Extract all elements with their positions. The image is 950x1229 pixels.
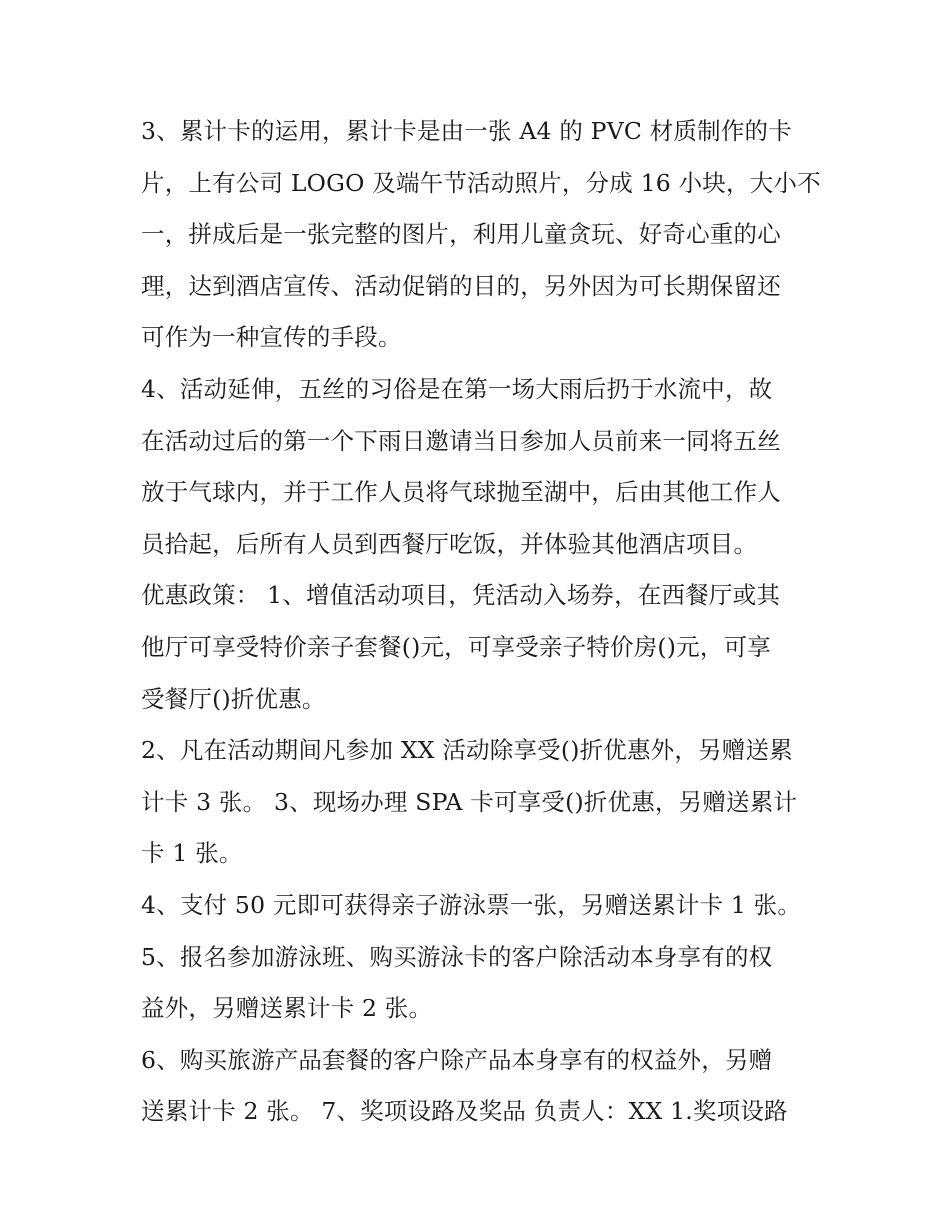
text-line: 2、凡在活动期间凡参加 XX 活动除享受()折优惠外，另赠送累 — [141, 736, 793, 765]
text-line: 片，上有公司 LOGO 及端午节活动照片，分成 16 小块，大小不 — [141, 168, 821, 197]
text-line: 4、支付 50 元即可获得亲子游泳票一张，另赠送累计卡 1 张。 — [141, 890, 802, 919]
text-line: 送累计卡 2 张。 7、奖项设路及奖品 负责人：XX 1.奖项设路 — [141, 1097, 788, 1126]
text-line: 计卡 3 张。 3、现场办理 SPA 卡可享受()折优惠，另赠送累计 — [141, 787, 798, 816]
text-line: 卡 1 张。 — [141, 839, 243, 868]
text-line: 优惠政策： 1、增值活动项目，凭活动入场券，在西餐厅或其 — [141, 581, 781, 610]
text-line: 在活动过后的第一个下雨日邀请当日参加人员前来一同将五丝 — [141, 426, 781, 455]
text-line: 一，拼成后是一张完整的图片，利用儿童贪玩、好奇心重的心 — [141, 220, 781, 249]
document-body — [141, 106, 821, 1138]
text-line: 6、购买旅游产品套餐的客户除产品本身享有的权益外，另赠 — [141, 1045, 773, 1074]
text-line: 员拾起，后所有人员到西餐厅吃饭，并体验其他酒店项目。 — [141, 529, 758, 558]
text-line: 益外，另赠送累计卡 2 张。 — [141, 994, 433, 1023]
text-line: 放于气球内，并于工作人员将气球抛至湖中，后由其他工作人 — [141, 478, 781, 507]
text-line: 5、报名参加游泳班、购买游泳卡的客户除活动本身享有的权 — [141, 942, 773, 971]
text-line: 受餐厅()折优惠。 — [141, 684, 326, 713]
text-line: 3、累计卡的运用，累计卡是由一张 A4 的 PVC 材质制作的卡 — [141, 117, 792, 145]
text-line: 可作为一种宣传的手段。 — [141, 323, 402, 352]
text-line: 他厅可享受特价亲子套餐()元，可享受亲子特价房()元，可享 — [141, 632, 771, 661]
text-line: 理，达到酒店宣传、活动促销的目的，另外因为可长期保留还 — [141, 271, 781, 300]
text-line: 4、活动延伸，五丝的习俗是在第一场大雨后扔于水流中，故 — [141, 374, 773, 403]
